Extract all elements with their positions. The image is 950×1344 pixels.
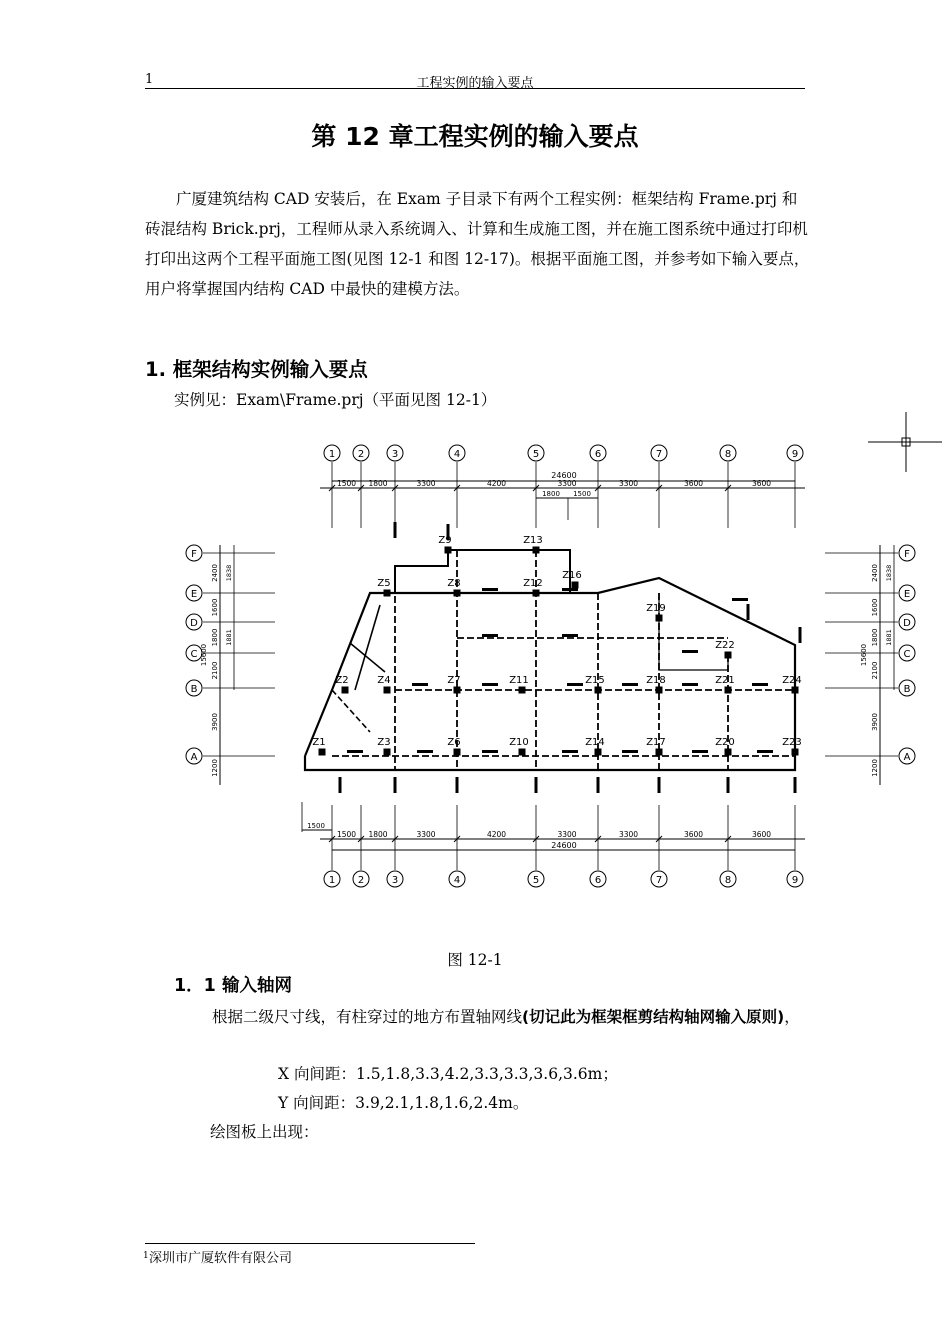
dim-spacing-left: 3900	[211, 713, 219, 731]
chapter-title: 第 12 章工程实例的输入要点	[311, 122, 639, 151]
dim-spacing-left: 2400	[211, 564, 219, 582]
beam-annotation	[757, 750, 773, 753]
column-label: Z9	[438, 535, 452, 546]
axis-label-left: B	[190, 684, 198, 695]
beam-annotation	[732, 598, 748, 601]
column-marker	[533, 590, 540, 597]
column-label: Z3	[377, 737, 391, 748]
dim-spacing-bottom: 1500	[336, 830, 357, 839]
column-label: Z18	[646, 675, 666, 686]
beam-annotation	[562, 750, 578, 753]
axis-label-top: 5	[532, 449, 540, 460]
axis-label-top: 2	[357, 449, 365, 460]
column-label: Z12	[523, 578, 543, 589]
dim-spacing-left: 2100	[211, 661, 219, 680]
header-rule	[145, 88, 805, 89]
column-label: Z13	[523, 535, 543, 546]
stair-outline	[395, 550, 570, 593]
section-heading-1-1: 1．1 输入轴网	[174, 976, 292, 996]
running-header-title: 工程实例的输入要点	[416, 76, 534, 91]
beam-annotation	[417, 750, 433, 753]
axis-label-right: F	[904, 549, 910, 560]
column-marker	[319, 749, 326, 756]
column-label: Z7	[447, 675, 461, 686]
beam-annotation	[567, 683, 583, 686]
column-marker	[454, 590, 461, 597]
column-marker	[725, 652, 732, 659]
drawing-board-line: 绘图板上出现：	[210, 1123, 319, 1141]
column-marker	[656, 615, 663, 622]
beam-annotation-vertical	[747, 604, 750, 620]
column-marker	[595, 687, 602, 694]
axis-label-top: 7	[655, 449, 663, 460]
column-marker	[656, 749, 663, 756]
axis-label-right: B	[903, 684, 911, 695]
beam-annotation	[412, 683, 428, 686]
dim-spacing-right: 2100	[871, 661, 879, 680]
axis-label-bottom: 5	[532, 875, 540, 886]
axis-label-left: C	[190, 649, 198, 660]
frame-structure-plan	[180, 440, 911, 900]
axis-label-top: 3	[391, 449, 399, 460]
column-marker	[454, 749, 461, 756]
sub-dim-value: 1500	[573, 490, 591, 498]
column-marker	[384, 590, 391, 597]
axis-label-bottom: 3	[391, 875, 399, 886]
dim-spacing-top: 3300	[416, 479, 436, 488]
beam-annotation	[347, 750, 363, 753]
column-marker	[342, 687, 349, 694]
beam-annotation-vertical	[794, 777, 797, 793]
dim-total-bottom: 24600	[551, 841, 577, 850]
footer-rule	[145, 1243, 475, 1244]
column-marker	[445, 547, 452, 554]
column-label: Z1	[312, 737, 326, 748]
axis-label-bottom: 8	[724, 875, 732, 886]
column-label: Z4	[377, 675, 391, 686]
axis-label-left: E	[190, 589, 198, 600]
figure-caption: 图 12-1	[447, 951, 503, 969]
dim-spacing-bottom: 4200	[486, 830, 507, 839]
column-marker	[384, 687, 391, 694]
axis-label-right: A	[903, 752, 911, 763]
example-path-line: 实例见：Exam\Frame.prj（平面见图 12-1）	[174, 391, 497, 409]
beam-annotation-vertical	[394, 777, 397, 793]
column-label: Z6	[447, 737, 461, 748]
column-label: Z17	[646, 737, 666, 748]
footer-company: 深圳市广厦软件有限公司	[149, 1251, 293, 1266]
beam-annotation-vertical	[394, 522, 397, 538]
beam-annotation-vertical	[535, 777, 538, 793]
column-marker	[656, 687, 663, 694]
axis-label-top: 4	[453, 449, 461, 460]
dim-spacing-top: 3600	[751, 479, 772, 488]
dim-spacing-bottom: 3300	[557, 830, 577, 839]
axis-label-right: D	[903, 618, 911, 629]
column-label: Z5	[377, 578, 391, 589]
beam-annotation-vertical	[727, 777, 730, 793]
column-marker	[384, 749, 391, 756]
dim-spacing-right: 2400	[871, 564, 879, 582]
beam-annotation	[692, 750, 708, 753]
column-marker	[533, 547, 540, 554]
beam-annotation	[682, 683, 698, 686]
beam-annotation	[482, 750, 498, 753]
column-marker	[725, 687, 732, 694]
dim-spacing-bottom: 3300	[416, 830, 436, 839]
axis-label-bottom: 6	[594, 875, 602, 886]
axis-label-bottom: 2	[357, 875, 365, 886]
dim-spacing-right: 3900	[871, 713, 879, 731]
beam-annotation	[622, 683, 638, 686]
dim-spacing-top: 4200	[486, 479, 507, 488]
dim-left-small: 1500	[307, 822, 325, 830]
axis-label-top: 9	[791, 449, 799, 460]
beam-annotation	[482, 588, 498, 591]
dim-total-right: 15600	[860, 643, 868, 667]
dim-spacing-top: 3300	[618, 479, 639, 488]
dim-small-right: 1838	[885, 564, 893, 582]
beam-annotation	[682, 650, 698, 653]
column-marker	[792, 687, 799, 694]
dim-spacing-top: 3300	[557, 479, 577, 488]
sub-dim-value: 1800	[542, 490, 560, 498]
dim-small-left: 1838	[225, 564, 233, 582]
axis-text-after: ，	[784, 1008, 800, 1026]
dim-spacing-left: 1600	[211, 598, 219, 617]
beam-annotation	[482, 683, 498, 686]
beam-annotation	[482, 634, 498, 637]
axis-label-left: F	[191, 549, 197, 560]
dim-spacing-left: 1800	[211, 628, 219, 647]
dim-spacing-bottom: 3600	[751, 830, 772, 839]
axis-label-right: E	[903, 589, 911, 600]
column-label: Z24	[782, 675, 802, 686]
axis-label-bottom: 7	[655, 875, 663, 886]
x-spacing-line: X 向间距：1.5,1.8,3.3,4.2,3.3,3.3,3.6,3.6m；	[278, 1065, 618, 1083]
axis-label-bottom: 9	[791, 875, 799, 886]
column-label: Z10	[509, 737, 529, 748]
dim-bottom-left: 1200	[211, 759, 219, 777]
column-label: Z16	[562, 570, 582, 581]
beam-annotation-vertical	[799, 627, 802, 643]
plan-generated-marks	[186, 445, 915, 887]
dim-spacing-top: 1800	[368, 479, 388, 488]
axis-text-before: 根据二级尺寸线，有柱穿过的地方布置轴网线	[212, 1008, 523, 1026]
inner-wall	[659, 593, 728, 670]
column-label: Z19	[646, 603, 666, 614]
beam-annotation-vertical	[339, 777, 342, 793]
crosshair-cursor-icon	[868, 412, 944, 472]
column-label: Z20	[715, 737, 735, 748]
beam-annotation	[622, 750, 638, 753]
beam-annotation	[752, 683, 768, 686]
column-marker	[725, 749, 732, 756]
column-marker	[792, 749, 799, 756]
axis-label-bottom: 1	[328, 875, 336, 886]
column-label: Z21	[715, 675, 735, 686]
column-label: Z2	[335, 675, 349, 686]
section-heading-1: 1. 框架结构实例输入要点	[145, 358, 368, 381]
column-label: Z23	[782, 737, 802, 748]
column-marker	[572, 582, 579, 589]
column-marker	[454, 687, 461, 694]
axis-label-top: 1	[328, 449, 336, 460]
axis-label-right: C	[903, 649, 911, 660]
dim-spacing-top: 1500	[336, 479, 357, 488]
column-marker	[519, 687, 526, 694]
column-marker	[519, 749, 526, 756]
column-label: Z14	[585, 737, 605, 748]
dim-spacing-top: 3600	[683, 479, 704, 488]
diagonal-beam	[332, 690, 370, 732]
intro-paragraph: 广厦建筑结构 CAD 安装后，在 Exam 子目录下有两个工程实例：框架结构 Frame.prj 和砖混结构 Brick.prj，工程师从录入系统调入、计算和生成施工图，并在施工图系统中通过打印机打印出这两个工程平面施工图(见图 12-1 和图 12-17)。根据平面施工图，并参考如下输入要点，用户将掌握国内结构 CAD 中最快的建模方法。	[145, 190, 810, 298]
column-label: Z11	[509, 675, 529, 686]
dim-spacing-bottom: 3300	[618, 830, 639, 839]
page-number: 1	[145, 72, 154, 87]
beam-annotation	[562, 634, 578, 637]
axis-label-bottom: 4	[453, 875, 461, 886]
axis-label-left: A	[190, 752, 198, 763]
beam-annotation-vertical	[597, 777, 600, 793]
axis-principle-bold: (切记此为框架框剪结构轴网输入原则)	[522, 1008, 785, 1026]
y-spacing-line: Y 向间距：3.9,2.1,1.8,1.6,2.4m。	[278, 1094, 529, 1112]
column-label: Z22	[715, 640, 735, 651]
diagonal-beam	[355, 605, 380, 690]
column-marker	[595, 749, 602, 756]
axis-label-top: 8	[724, 449, 732, 460]
column-label: Z15	[585, 675, 605, 686]
footer-mark: 1	[143, 1251, 149, 1261]
dim-spacing-bottom: 3600	[683, 830, 704, 839]
dim-small-right: 1881	[885, 629, 893, 646]
beam-annotation-vertical	[456, 777, 459, 793]
dim-spacing-right: 1600	[871, 598, 879, 617]
axis-input-paragraph	[174, 1002, 829, 1032]
axis-label-top: 6	[594, 449, 602, 460]
beam-annotation-vertical	[658, 777, 661, 793]
dim-spacing-bottom: 1800	[368, 830, 388, 839]
dim-small-left: 1881	[225, 629, 233, 646]
dim-bottom-right: 1200	[871, 759, 879, 777]
column-label: Z8	[447, 578, 461, 589]
dim-spacing-right: 1800	[871, 628, 879, 647]
axis-label-left: D	[190, 618, 198, 629]
dim-total-left: 15600	[200, 643, 208, 667]
dim-total-top: 24600	[551, 471, 577, 480]
